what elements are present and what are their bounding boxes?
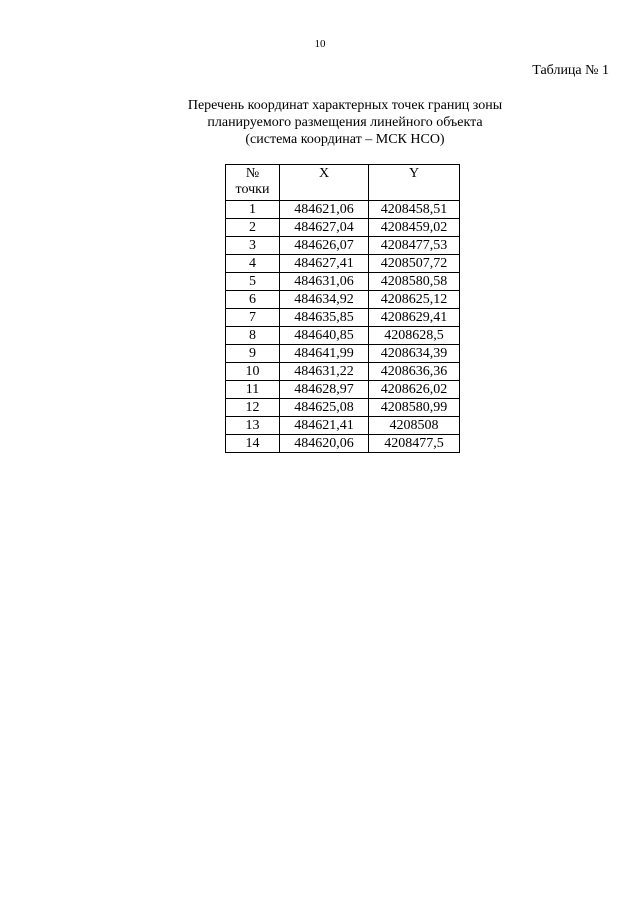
table-caption: Таблица № 1 <box>532 63 609 78</box>
point-number-cell: 5 <box>226 273 280 291</box>
header-x: X <box>280 165 369 201</box>
y-cell: 4208625,12 <box>369 291 460 309</box>
x-cell: 484620,06 <box>280 435 369 453</box>
table-row <box>226 309 460 327</box>
point-number-cell: 4 <box>226 255 280 273</box>
heading-line-3: (система координат – МСК НСО) <box>245 132 445 147</box>
x-cell: 484641,99 <box>280 345 369 363</box>
point-number-cell: 2 <box>226 219 280 237</box>
header-point-number-line-1: № <box>245 166 260 181</box>
y-cell: 4208458,51 <box>369 201 460 219</box>
table-row <box>226 273 460 291</box>
x-cell: 484628,97 <box>280 381 369 399</box>
y-cell: 4208477,53 <box>369 237 460 255</box>
x-cell: 484634,92 <box>280 291 369 309</box>
document-heading <box>0 97 640 148</box>
point-number-cell: 11 <box>226 381 280 399</box>
y-cell: 4208636,36 <box>369 363 460 381</box>
header-point-number <box>226 165 280 201</box>
table-header <box>226 165 460 201</box>
x-cell: 484626,07 <box>280 237 369 255</box>
x-cell: 484627,04 <box>280 219 369 237</box>
point-number-cell: 12 <box>226 399 280 417</box>
x-cell: 484635,85 <box>280 309 369 327</box>
point-number-cell: 6 <box>226 291 280 309</box>
y-cell: 4208580,99 <box>369 399 460 417</box>
point-number-cell: 9 <box>226 345 280 363</box>
table-row <box>226 255 460 273</box>
table-row <box>226 363 460 381</box>
table-row <box>226 399 460 417</box>
table-row <box>226 237 460 255</box>
coordinates-table <box>225 164 460 453</box>
heading-line-2: планируемого размещения линейного объекта <box>207 115 483 130</box>
table-row <box>226 435 460 453</box>
y-cell: 4208626,02 <box>369 381 460 399</box>
point-number-cell: 1 <box>226 201 280 219</box>
heading-line-1: Перечень координат характерных точек границ зоны <box>187 98 503 113</box>
point-number-cell: 13 <box>226 417 280 435</box>
y-cell: 4208507,72 <box>369 255 460 273</box>
y-cell: 4208629,41 <box>369 309 460 327</box>
point-number-cell: 3 <box>226 237 280 255</box>
y-cell: 4208628,5 <box>369 327 460 345</box>
x-cell: 484621,41 <box>280 417 369 435</box>
table-row <box>226 381 460 399</box>
point-number-cell: 10 <box>226 363 280 381</box>
table-row <box>226 201 460 219</box>
point-number-cell: 14 <box>226 435 280 453</box>
y-cell: 4208477,5 <box>369 435 460 453</box>
x-cell: 484627,41 <box>280 255 369 273</box>
table-row <box>226 327 460 345</box>
x-cell: 484625,08 <box>280 399 369 417</box>
y-cell: 4208634,39 <box>369 345 460 363</box>
x-cell: 484640,85 <box>280 327 369 345</box>
point-number-cell: 8 <box>226 327 280 345</box>
x-cell: 484631,06 <box>280 273 369 291</box>
table-body <box>226 201 460 453</box>
header-y: Y <box>369 165 460 201</box>
table-row <box>226 417 460 435</box>
table-row <box>226 291 460 309</box>
point-number-cell: 7 <box>226 309 280 327</box>
header-row <box>226 165 460 201</box>
table-row <box>226 219 460 237</box>
x-cell: 484621,06 <box>280 201 369 219</box>
y-cell: 4208508 <box>369 417 460 435</box>
table-row <box>226 345 460 363</box>
header-point-number-line-2: точки <box>235 182 270 197</box>
y-cell: 4208580,58 <box>369 273 460 291</box>
x-cell: 484631,22 <box>280 363 369 381</box>
y-cell: 4208459,02 <box>369 219 460 237</box>
page-number: 10 <box>314 38 326 50</box>
